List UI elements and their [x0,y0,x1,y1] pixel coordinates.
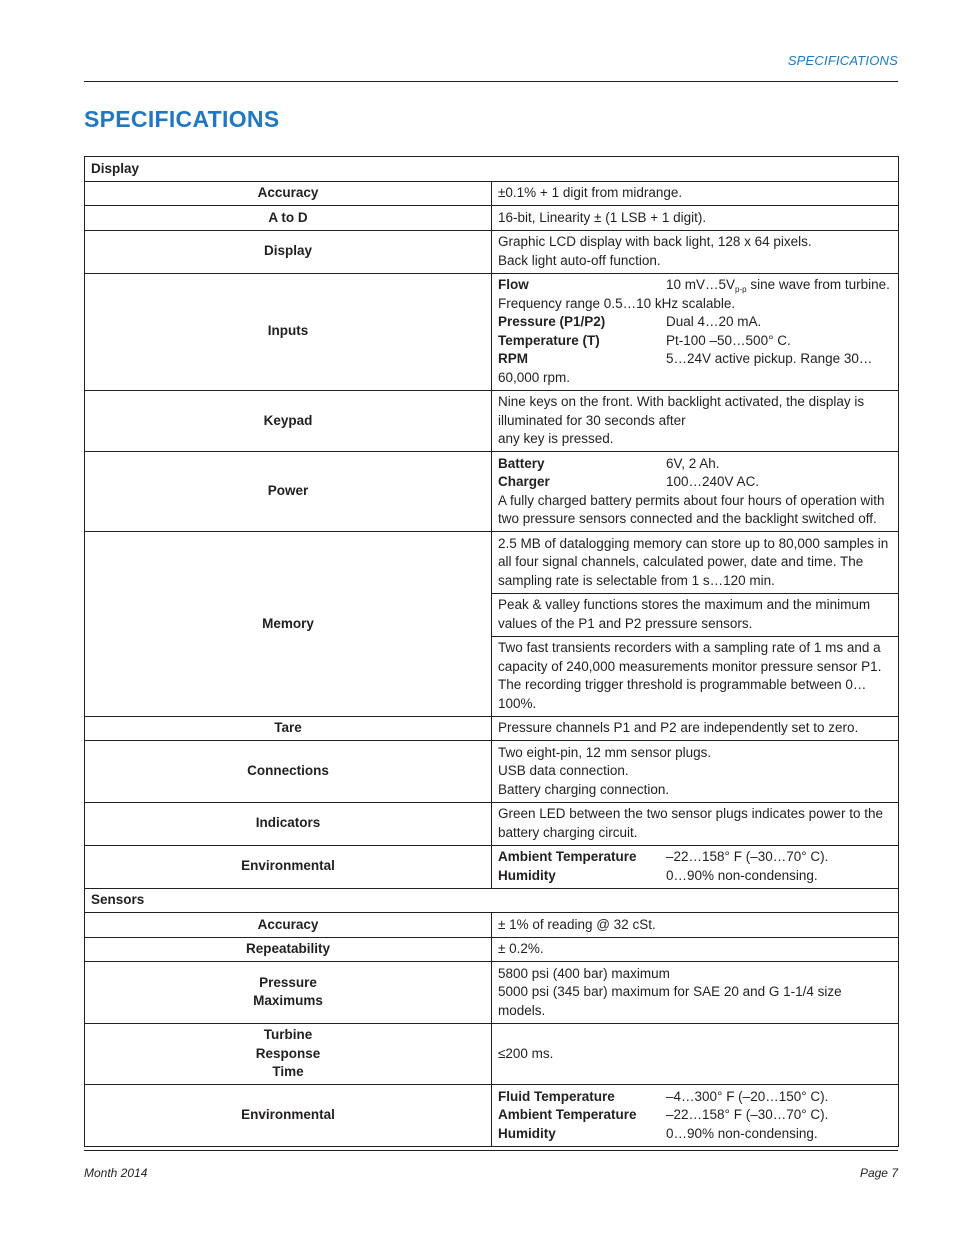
spec-label: Keypad [85,390,492,452]
spec-value: Two fast transients recorders with a sampling rate of 1 ms and a capacity of 240,000 measurements monitor pressure sensor P1. The recording trigger threshold is programmable between 0…100%. [492,636,899,716]
spec-row-display [85,230,899,273]
spec-note: A fully charged battery permits about four hours of operation with two pressure sensors connected and the backlight switched off. [498,492,885,526]
spec-value [492,962,899,1024]
spec-text: Dual 4…20 mA. [666,314,762,329]
spec-key: Ambient Temperature [498,849,637,864]
spec-row-tare [85,716,899,741]
spec-subscript: p-p [735,285,747,294]
spec-pair [498,867,892,886]
spec-row-inputs [85,273,899,390]
spec-row-power [85,452,899,532]
spec-label: Accuracy [85,913,492,938]
spec-row-sensor-environmental [85,1085,899,1147]
spec-pair [498,473,892,492]
spec-value: 2.5 MB of datalogging memory can store up to 80,000 samples in all four signal channels, calculated power, date and time. The sampling rate is selectable from 1 s…120 min. [492,532,899,594]
spec-key: Fluid Temperature [498,1088,615,1104]
spec-label: Environmental [85,1085,492,1147]
spec-row-turbine-response [85,1023,899,1085]
spec-value: ≤200 ms. [492,1023,899,1085]
spec-text: –4…300° F (–20…150° C). [666,1088,829,1104]
section-row-display [85,157,899,182]
spec-key: Battery [498,455,545,471]
spec-text: –22…158° F (–30…70° C). [666,1107,829,1122]
spec-label: Memory [85,532,492,717]
spec-row-repeatability [85,937,899,962]
spec-row-accuracy [85,181,899,206]
spec-row-pressure-maximums [85,962,899,1024]
spec-label: Inputs [85,273,492,390]
spec-key: Temperature (T) [498,332,600,348]
spec-row-keypad [85,390,899,452]
spec-pair [498,1088,892,1107]
spec-label: A to D [85,206,492,231]
spec-line: USB data connection. [498,763,629,778]
section-heading: Sensors [85,888,899,913]
spec-pair [498,848,892,867]
spec-label-line: Pressure [259,974,317,990]
spec-key: Pressure (P1/P2) [498,314,606,329]
spec-value [492,1085,899,1147]
spec-label [85,962,492,1024]
spec-label [85,1023,492,1085]
spec-value [492,452,899,532]
spec-text: sine wave from turbine. Frequency range 0.5…10 kHz scalable. [498,277,890,311]
spec-key: Humidity [498,1125,556,1141]
spec-pair [498,276,892,313]
spec-label: Display [85,230,492,273]
spec-row-environmental [85,845,899,888]
page-title: SPECIFICATIONS [84,106,280,132]
spec-text: 5…24V active pickup. Range 30…60,000 rpm. [498,351,873,385]
spec-row-indicators [85,802,899,845]
spec-value [492,230,899,273]
spec-text: 10 mV…5V [666,277,736,292]
spec-row-connections [85,741,899,803]
spec-value [492,273,899,390]
spec-label-line: Turbine [263,1027,313,1042]
spec-value [492,845,899,888]
spec-label: Indicators [85,802,492,845]
spec-label: Repeatability [85,937,492,962]
spec-row-atod [85,206,899,231]
spec-text: Pt-100 –50…500° C. [666,332,791,348]
spec-pair [498,350,892,387]
spec-pair [498,455,892,474]
page-number: Page 7 [859,1166,898,1180]
spec-line: 5800 psi (400 bar) maximum [498,965,670,981]
spec-line: Nine keys on the front. With backlight activated, the display is illuminated for 30 seconds after [498,394,865,428]
spec-label-line: Maximums [253,993,323,1009]
spec-label: Environmental [85,845,492,888]
spec-pair [498,313,892,332]
section-row-sensors [85,888,899,913]
spec-key: Ambient Temperature [498,1107,637,1122]
spec-line: Two eight-pin, 12 mm sensor plugs. [498,744,712,760]
header-rule [84,81,898,82]
spec-text: 0…90% non-condensing. [666,867,818,883]
section-heading: Display [85,157,899,182]
spec-label: Accuracy [85,181,492,206]
spec-row-memory [85,532,899,594]
spec-key: RPM [498,351,528,366]
spec-value: Pressure channels P1 and P2 are independently set to zero. [492,716,899,741]
spec-value: ±0.1% + 1 digit from midrange. [492,181,899,206]
spec-label: Power [85,452,492,532]
spec-value [492,390,899,452]
spec-line: Back light auto-off function. [498,252,661,268]
spec-pair [498,332,892,351]
spec-line: any key is pressed. [498,431,614,446]
spec-label: Tare [85,716,492,741]
spec-value: ± 1% of reading @ 32 cSt. [492,913,899,938]
spec-label: Connections [85,741,492,803]
spec-text: 0…90% non-condensing. [666,1125,818,1141]
spec-text: –22…158° F (–30…70° C). [666,849,829,864]
spec-value: Peak & valley functions stores the maximum and the minimum values of the P1 and P2 pressure sensors. [492,593,899,636]
running-head: SPECIFICATIONS [787,53,898,68]
footer-rule [84,1150,898,1151]
footer-date: Month 2014 [84,1166,148,1180]
spec-value: Green LED between the two sensor plugs indicates power to the battery charging circuit. [492,802,899,845]
spec-key: Humidity [498,867,556,883]
spec-label-line: Response [255,1045,321,1061]
spec-line: Battery charging connection. [498,781,670,797]
spec-text: 6V, 2 Ah. [666,455,720,471]
spec-value: 16-bit, Linearity ± (1 LSB + 1 digit). [492,206,899,231]
spec-value: ± 0.2%. [492,937,899,962]
spec-row-sensor-accuracy [85,913,899,938]
spec-line: 5000 psi (345 bar) maximum for SAE 20 and G 1-1/4 size models. [498,984,842,1018]
spec-line: Graphic LCD display with back light, 128 x 64 pixels. [498,234,812,249]
spec-label-line: Time [272,1064,304,1079]
spec-pair [498,1125,892,1144]
spec-key: Flow [498,277,529,292]
spec-pair [498,1106,892,1125]
specifications-table [84,156,899,1147]
spec-value [492,741,899,803]
spec-text: 100…240V AC. [666,474,760,489]
spec-key: Charger [498,474,550,489]
